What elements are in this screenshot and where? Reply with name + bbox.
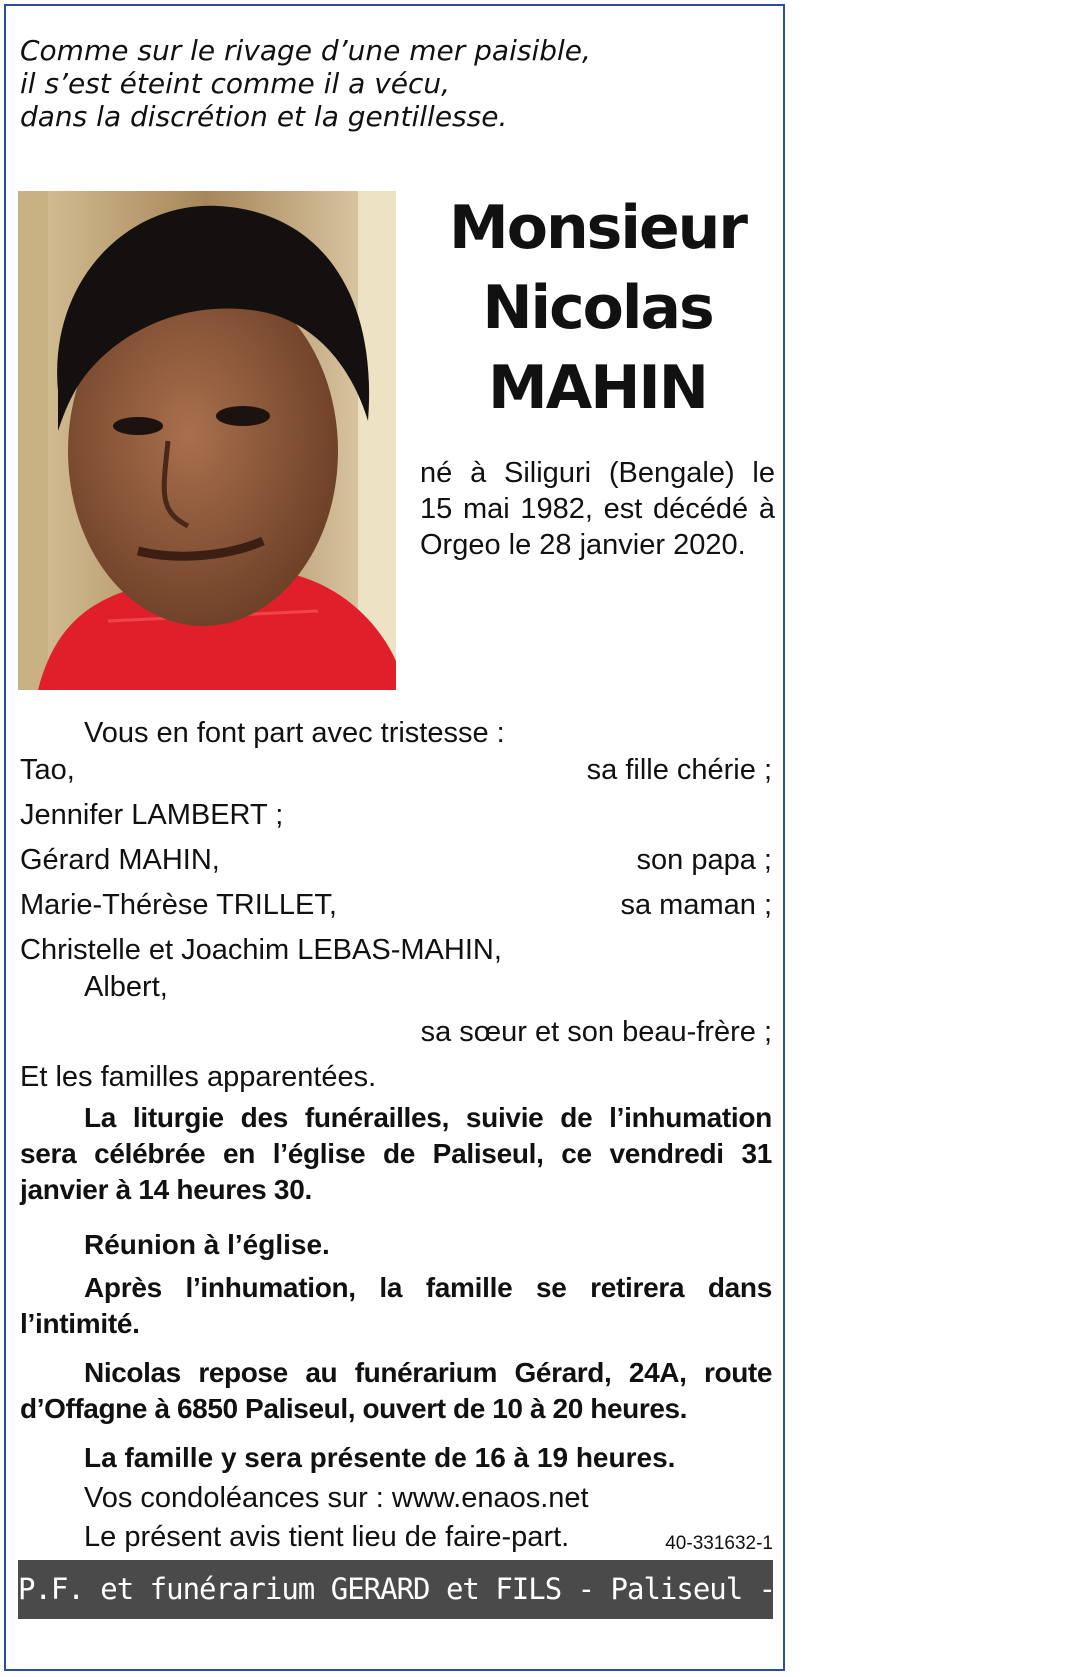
sister-names: Christelle et Joachim LEBAS-MAHIN, [20,934,502,966]
epigraph [20,34,760,133]
reference-number: 40-331632-1 [665,1533,773,1554]
family-member-name: Gérard MAHIN, [20,844,220,876]
epigraph-line-2: il s’est éteint comme il a vécu, [20,67,451,100]
intro-line: Vous en font part avec tristesse : [84,717,505,749]
family-member-relation: sa maman ; [620,889,772,921]
name-first: Nicolas [482,273,713,343]
related-families: Et les familles apparentées. [20,1061,377,1093]
family-presence: La famille y sera présente de 16 à 19 heures. [84,1442,676,1473]
epigraph-line-3: dans la discrétion et la gentillesse. [20,100,508,133]
sister-child: Albert, [84,971,168,1003]
family-member-name: Jennifer LAMBERT ; [20,799,284,831]
family-member-relation: sa fille chérie ; [586,754,772,786]
sister-relation: sa sœur et son beau-frère ; [420,1016,772,1048]
condolences-line: Vos condoléances sur : www.enaos.net [84,1482,589,1514]
family-row [20,842,772,879]
family-section [20,715,772,1096]
name-last: MAHIN [488,353,707,423]
funeral-details: La liturgie des funérailles, suivie de l’inhumation sera célébrée en l’église de Paliseul, ce vendredi 31 janvier à 14 heures 30. [20,1102,772,1205]
family-member-relation: son papa ; [636,844,772,876]
portrait-photo [18,191,396,690]
meeting-info: Réunion à l’église. [84,1229,330,1260]
repose-info: Nicolas repose au funérarium Gérard, 24A, route d’Offagne à 6850 Paliseul, ouvert de 10 à 20 heures. [20,1357,772,1424]
notice-disclaimer: Le présent avis tient lieu de faire-part. [84,1521,570,1553]
epigraph-line-1: Comme sur le rivage d’une mer paisible, [20,34,591,67]
after-burial-info: Après l’inhumation, la famille se retirera dans l’intimité. [20,1272,772,1339]
family-row [20,752,772,789]
family-row [20,797,772,834]
family-member-name: Tao, [20,754,75,786]
name-title: Monsieur [449,193,746,263]
birth-death-details: né à Siliguri (Bengale) le 15 mai 1982, est décédé à Orgeo le 28 janvier 2020. [420,457,775,561]
family-member-name: Marie-Thérèse TRILLET, [20,889,337,921]
deceased-name [420,188,775,428]
family-row [20,887,772,924]
funeral-home-banner: P.F. et funérarium GERARD et FILS - Paliseul - Tél. 061 53 32 84 [18,1560,773,1619]
